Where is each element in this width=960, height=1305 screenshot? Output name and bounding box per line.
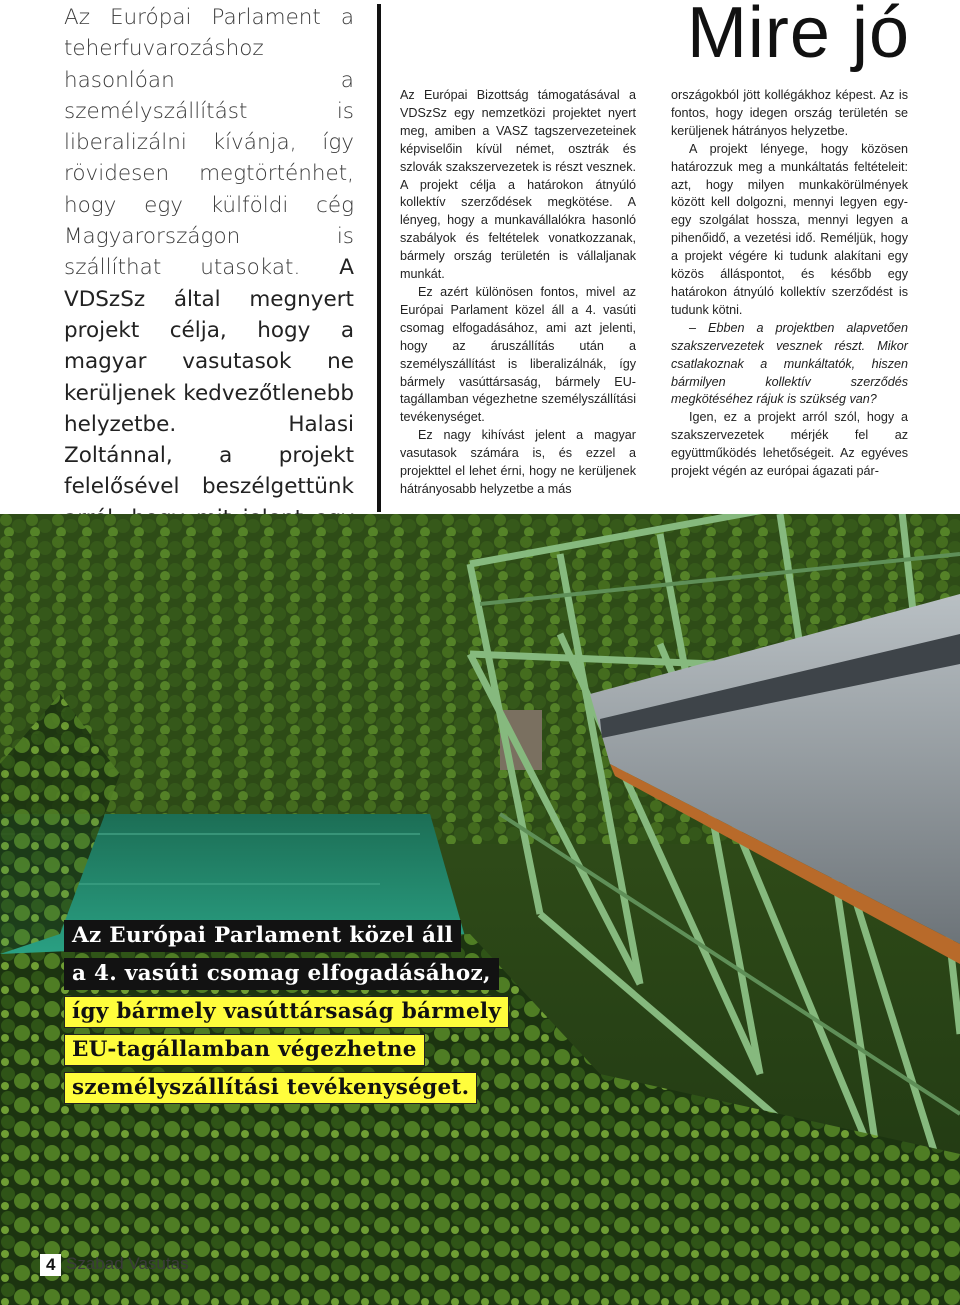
page-number: 4 bbox=[40, 1254, 61, 1276]
magazine-name: Szabad Vasutas bbox=[66, 1254, 189, 1273]
article-paragraph: Az Európai Bizottság támogatásával a VDSzSz egy nemzetközi projektet nyert meg, amiben a VASZ tagszervezeteinek képviselőin kívül német, osztrák és szlovák szakszervezetek is részt vesznek. A projekt célja a határokon átnyúló kollektív szerződések megkötése. A lényeg, hogy a munkavállalókra hasonló szabályok és feltételek vonatkozzanak, bármely ország területén is vállaljanak munkát. bbox=[400, 88, 636, 282]
article-paragraph: A projekt lényege, hogy közösen határozzuk meg a munkáltatás feltételeit: azt, hogy milyen munkakörülmények között kell dolgozni, mennyi legyen egy-egy szolgálat hossza, mennyi legyen a pihenőidő, a vezetési idő. Reméljük, hogy a projekt végére ki tudunk alakítani egy közös álláspontot, és később egy határokon átnyúló kollektív szerződést is tudunk kötni. bbox=[671, 141, 908, 317]
article-column-right bbox=[671, 87, 908, 481]
article-paragraph: Ez nagy kihívást jelent a magyar vasutasok számára is, és ezzel a projekttel el lehet érni, hogy ne kerüljenek hátrányosabb helyzetbe a más bbox=[400, 428, 636, 496]
pull-quote-line: Az Európai Parlament közel áll bbox=[64, 920, 584, 952]
article-paragraph: Ez azért különösen fontos, mivel az Európai Parlament közel áll a 4. vasúti csomag elfogadásához, ami azt jelenti, hogy az áruszállítás után a személyszállítást is liberalizálnák, így bármely vasúttársaság, bármely EU-tagállamban végezhetne személyszállítási tevékenységet. bbox=[400, 284, 636, 425]
page-footer bbox=[30, 1252, 270, 1282]
lead-paragraph bbox=[64, 2, 354, 597]
pull-quote bbox=[64, 920, 584, 1110]
pull-quote-line: EU-tagállamban végezhetne bbox=[64, 1034, 584, 1066]
section-title: Mire jó bbox=[686, 0, 910, 73]
train-bridge-photo bbox=[0, 514, 960, 1305]
pull-quote-line: így bármely vasúttársaság bármely bbox=[64, 996, 584, 1028]
interview-question: – Ebben a projektben alapvetően szakszervezetek vesznek részt. Mikor csatlakoznak a munkáltatók, hiszen bármilyen kollektív szerződés megkötéséhez rájuk is szükség van? bbox=[671, 320, 908, 407]
article-column-middle bbox=[400, 87, 636, 499]
article-paragraph: országokból jött kollégákhoz képest. Az is fontos, hogy idegen ország területén se kerüljenek hátrányos helyzetbe. bbox=[671, 88, 908, 138]
pull-quote-line: személyszállítási tevékenységet. bbox=[64, 1072, 584, 1104]
column-divider bbox=[377, 4, 381, 512]
article-paragraph: Igen, ez a projekt arról szól, hogy a szakszervezetek mérjék fel az együttműködés lehetőségeit. Az egyéves projekt végén az európai ágazati pár- bbox=[671, 410, 908, 479]
pull-quote-line: a 4. vasúti csomag elfogadásához, bbox=[64, 958, 584, 990]
lead-emphasis: A VDSzSz által megnyert projekt célja, hogy a magyar vasutasok ne kerüljenek kedvezőtlenebb helyzetbe. Halasi Zoltánnal, a projekt felelősével beszélgettünk bbox=[64, 255, 354, 500]
lead-intro: Az Európai Parlament a teherfuvarozáshoz hasonlóan a személyszállítást is liberalizálni kívánja, így rövidesen megtörténhet, hogy egy külföldi cég Magyarországon is szállíthat utasokat. bbox=[64, 5, 354, 281]
